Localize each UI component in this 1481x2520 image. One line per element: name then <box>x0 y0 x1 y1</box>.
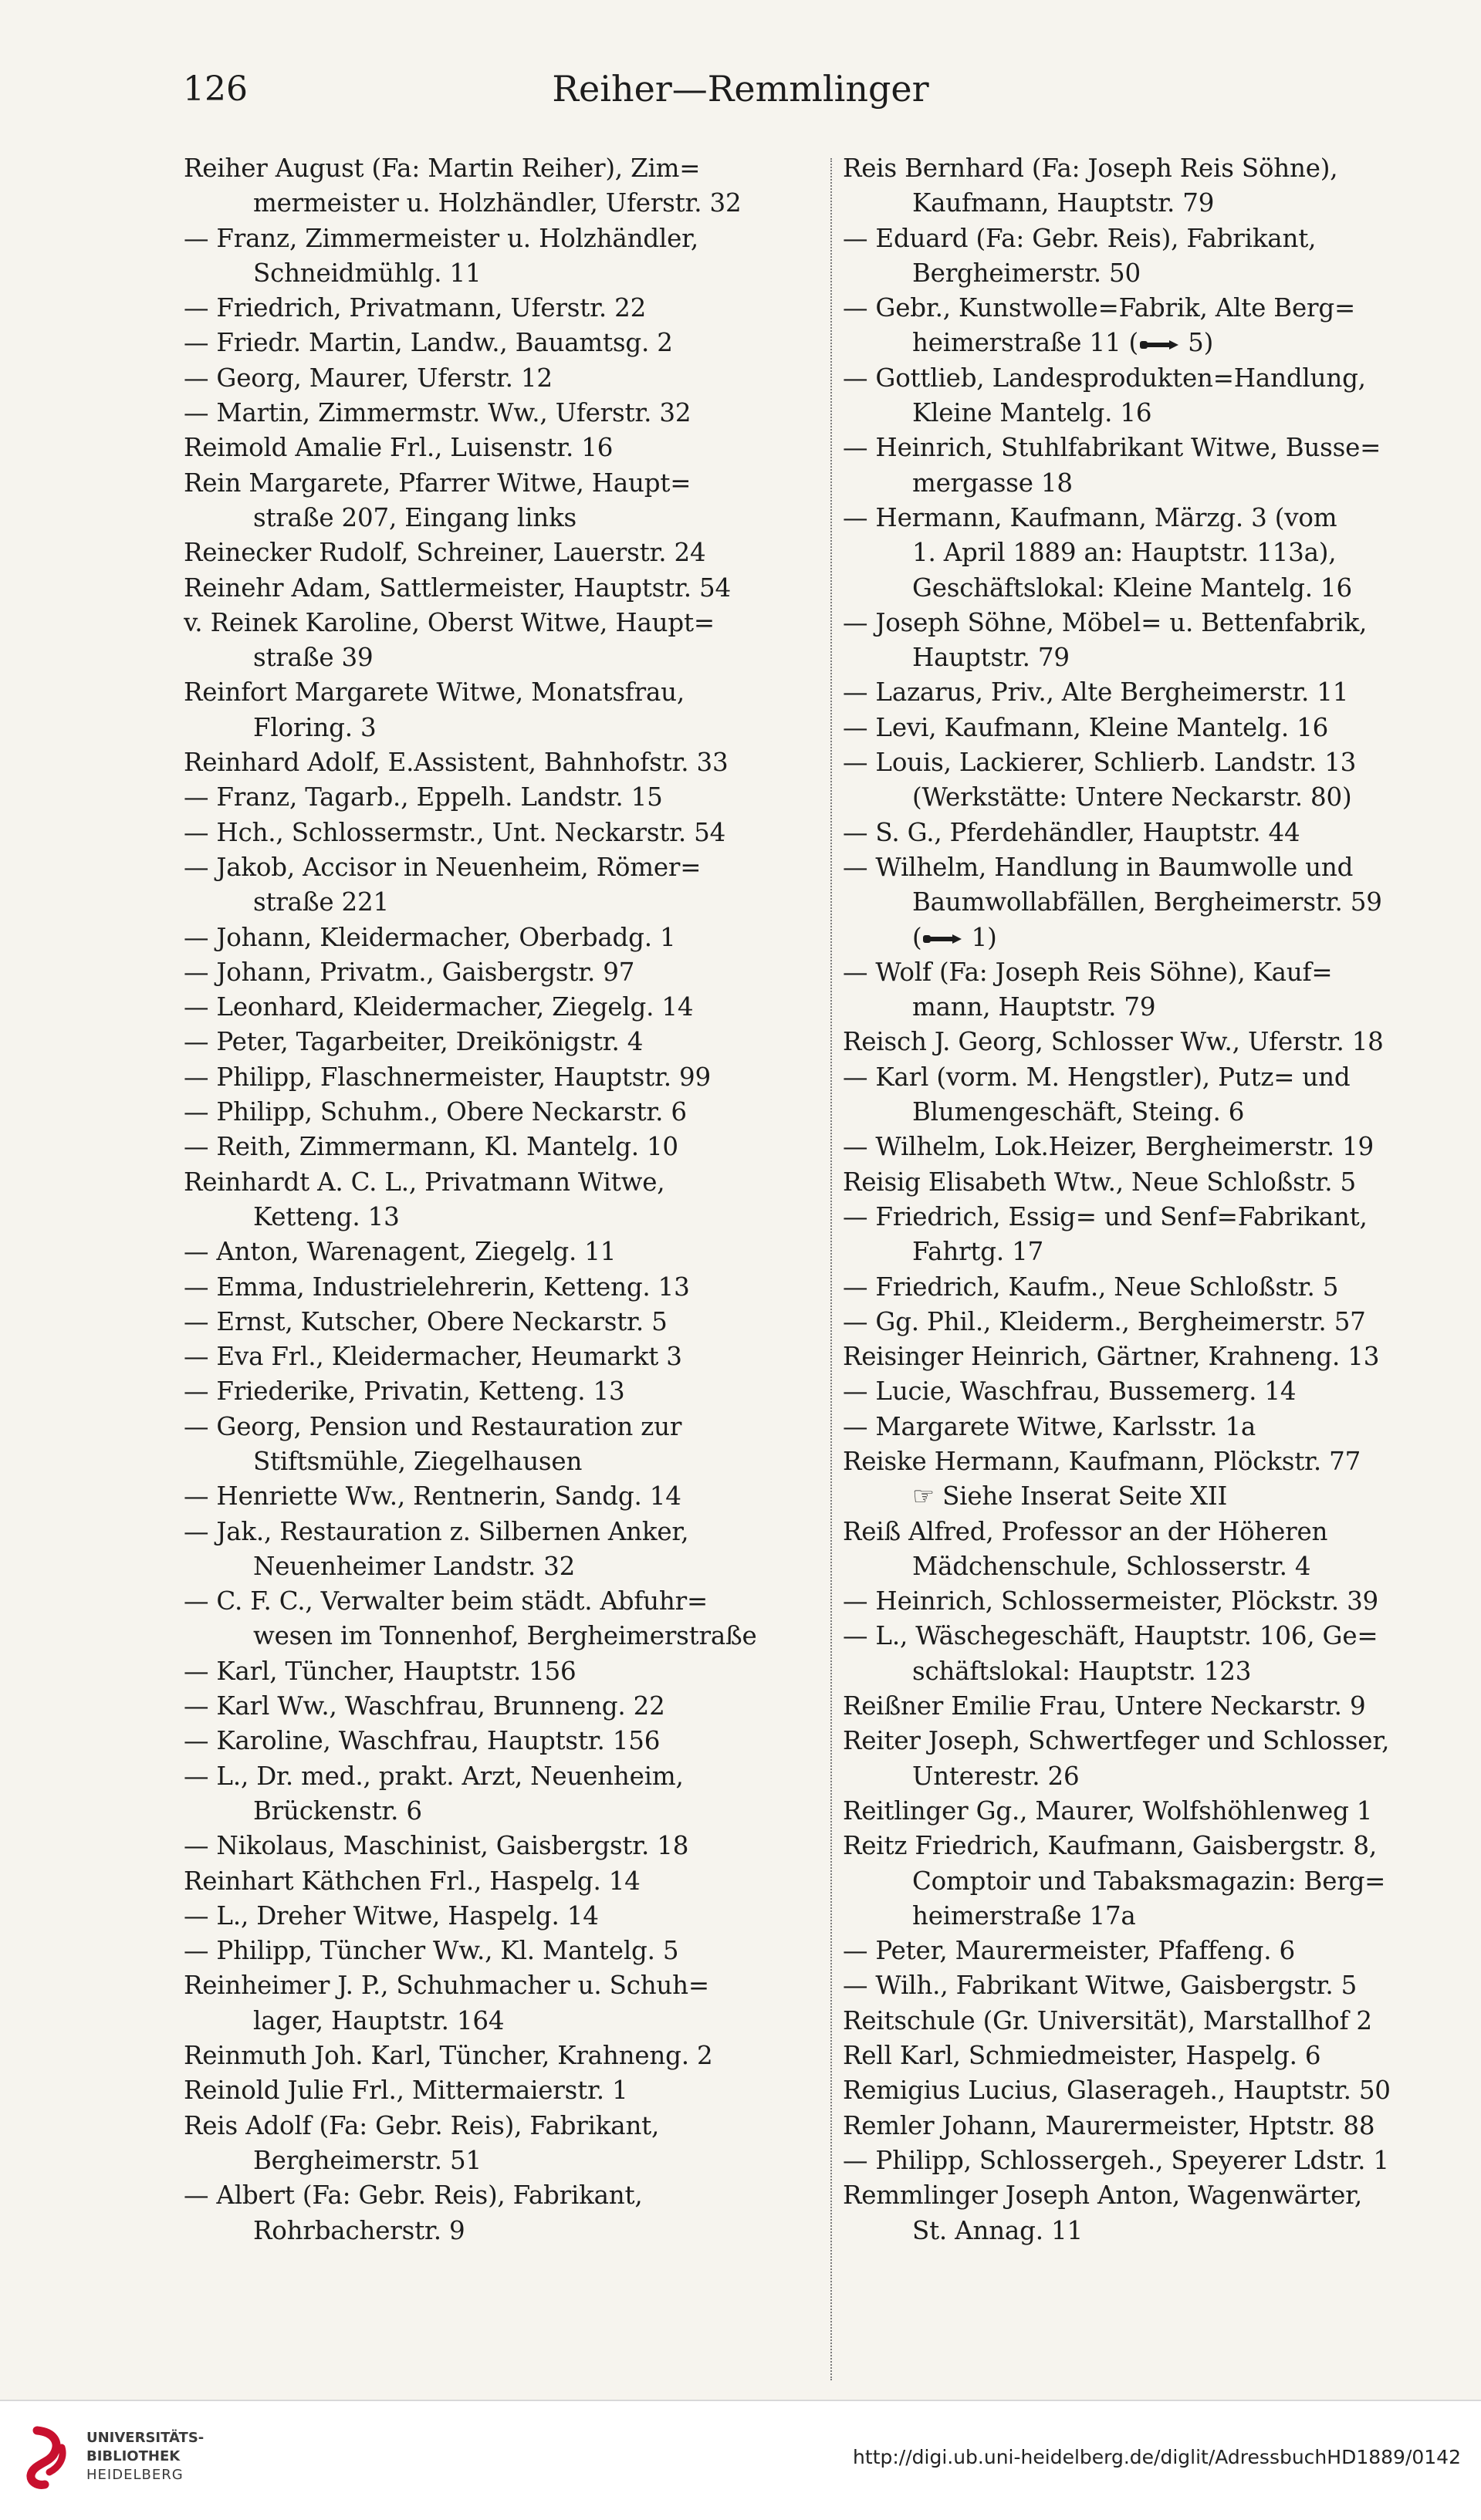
entry-line: — Karoline, Waschfrau, Hauptstr. 156 <box>184 1726 661 1756</box>
entry-line: — Wilhelm, Handlung in Baumwolle und <box>843 852 1354 882</box>
entry-continuation-line: straße 221 <box>253 887 389 917</box>
entry-line: Reiß Alfred, Professor an der Höheren <box>843 1516 1328 1546</box>
entry-continuation-line: lager, Hauptstr. 164 <box>253 2005 505 2035</box>
entry-line: — Leonhard, Kleidermacher, Ziegelg. 14 <box>184 992 694 1022</box>
entry-continuation-line: Brückenstr. 6 <box>253 1795 422 1826</box>
directory-entry <box>843 1165 1420 1200</box>
entry-line: — Friedrich, Essig= und Senf=Fabrikant, <box>843 1201 1368 1231</box>
directory-entry <box>184 571 823 606</box>
entry-continuation-line: Hauptstr. 79 <box>912 643 1070 673</box>
directory-entry <box>843 1200 1420 1270</box>
directory-entry <box>184 1724 823 1758</box>
directory-entry <box>184 816 823 850</box>
directory-entry <box>184 850 823 921</box>
entry-line: — Karl Ww., Waschfrau, Brunneng. 22 <box>184 1691 665 1721</box>
entry-line: Reinhard Adolf, E.Assistent, Bahnhofstr. 33 <box>184 748 729 778</box>
entry-continuation-line: Stiftsmühle, Ziegelhausen <box>253 1446 583 1476</box>
entry-continuation-line: Fahrtg. 17 <box>912 1237 1044 1267</box>
directory-entry <box>184 396 823 431</box>
entry-line: Reis Bernhard (Fa: Joseph Reis Söhne), <box>843 154 1338 183</box>
entry-line: — Georg, Maurer, Uferstr. 12 <box>184 363 553 393</box>
entry-line: — Wolf (Fa: Joseph Reis Söhne), Kauf= <box>843 957 1333 987</box>
entry-line: — Lazarus, Priv., Alte Bergheimerstr. 11 <box>843 677 1349 708</box>
directory-entry <box>843 1444 1420 1515</box>
entry-line: — L., Dr. med., prakt. Arzt, Neuenheim, <box>184 1761 684 1791</box>
entry-line: Reisch J. Georg, Schlosser Ww., Uferstr. 18 <box>843 1027 1384 1057</box>
entry-line: Reinhart Käthchen Frl., Haspelg. 14 <box>184 1866 641 1896</box>
directory-entry <box>843 291 1420 361</box>
entry-line: Reis Adolf (Fa: Gebr. Reis), Fabrikant, <box>184 2110 660 2140</box>
directory-entry <box>184 361 823 396</box>
entry-line: — Heinrich, Stuhlfabrikant Witwe, Busse= <box>843 433 1381 463</box>
entry-line: — Franz, Tagarb., Eppelh. Landstr. 15 <box>184 782 663 812</box>
directory-entry <box>843 1619 1420 1689</box>
entry-line: — Eduard (Fa: Gebr. Reis), Fabrikant, <box>843 223 1317 253</box>
entry-continuation-line: ☞ Siehe Inserat Seite XII <box>912 1481 1228 1512</box>
entry-continuation-line: 1. April 1889 an: Hauptstr. 113a), <box>912 538 1337 568</box>
directory-entry <box>843 1270 1420 1305</box>
entry-line: Remler Johann, Maurermeister, Hptstr. 88 <box>843 2110 1375 2140</box>
entry-continuation-line: Neuenheimer Landstr. 32 <box>253 1551 576 1581</box>
entry-line: — Margarete Witwe, Karlsstr. 1a <box>843 1411 1256 1441</box>
entry-line: — Martin, Zimmermstr. Ww., Uferstr. 32 <box>184 398 691 428</box>
directory-entry <box>184 921 823 955</box>
directory-entry <box>843 2178 1420 2248</box>
directory-entry <box>184 535 823 570</box>
directory-entry <box>184 151 823 221</box>
directory-entry <box>184 745 823 780</box>
entry-line: Reisinger Heinrich, Gärtner, Krahneng. 13 <box>843 1342 1380 1372</box>
entry-continuation-line: heimerstraße 11 ( 5) <box>912 328 1214 358</box>
entry-line: — Jakob, Accisor in Neuenheim, Römer= <box>184 852 702 882</box>
directory-entry <box>843 850 1420 955</box>
directory-entry <box>843 1934 1420 1968</box>
directory-entry <box>184 291 823 326</box>
directory-entry <box>184 466 823 536</box>
page-title: Reiher—Remmlinger <box>552 68 929 110</box>
entry-continuation-line: straße 207, Eingang links <box>253 502 577 532</box>
entry-line: — Eva Frl., Kleidermacher, Heumarkt 3 <box>184 1342 682 1372</box>
directory-entry <box>843 361 1420 431</box>
entry-continuation-line: Baumwollabfällen, Bergheimerstr. 59 <box>912 887 1382 917</box>
telephone-icon <box>921 931 963 948</box>
entry-line: — Karl, Tüncher, Hauptstr. 156 <box>184 1656 577 1686</box>
left-column <box>184 151 823 2248</box>
entry-line: — L., Dreher Witwe, Haspelg. 14 <box>184 1900 599 1931</box>
entry-continuation-line: Geschäftslokal: Kleine Mantelg. 16 <box>912 573 1352 603</box>
directory-entry <box>843 1410 1420 1444</box>
directory-entry <box>184 2178 823 2248</box>
entry-line: — Gebr., Kunstwolle=Fabrik, Alte Berg= <box>843 293 1355 323</box>
entry-line: — Peter, Tagarbeiter, Dreikönigstr. 4 <box>184 1027 644 1057</box>
page-number: 126 <box>183 69 248 109</box>
directory-entry <box>843 2004 1420 2039</box>
directory-entry <box>843 221 1420 292</box>
entry-line: Rein Margarete, Pfarrer Witwe, Haupt= <box>184 468 691 498</box>
directory-entry <box>843 816 1420 850</box>
entry-line: Reisig Elisabeth Wtw., Neue Schloßstr. 5 <box>843 1167 1356 1197</box>
entry-line: Remigius Lucius, Glaserageh., Hauptstr. 50 <box>843 2076 1391 2106</box>
directory-entry <box>843 1374 1420 1409</box>
entry-line: — Friedr. Martin, Landw., Bauamtsg. 2 <box>184 328 673 358</box>
directory-entry <box>184 1130 823 1164</box>
directory-entry <box>184 1235 823 1269</box>
directory-entry <box>184 1479 823 1514</box>
entry-continuation-line: Ketteng. 13 <box>253 1201 400 1231</box>
directory-entry <box>184 1759 823 1829</box>
entry-continuation-line: Mädchenschule, Schlosserstr. 4 <box>912 1551 1311 1581</box>
directory-entry <box>184 955 823 990</box>
entry-line: Reinecker Rudolf, Schreiner, Lauerstr. 24 <box>184 538 706 568</box>
entry-continuation-line: St. Annag. 11 <box>912 2215 1083 2245</box>
directory-entry <box>843 1515 1420 1585</box>
directory-entry <box>843 1025 1420 1059</box>
directory-entry <box>843 501 1420 606</box>
directory-entry <box>843 2073 1420 2108</box>
library-name <box>86 2429 204 2485</box>
directory-entry <box>184 1829 823 1863</box>
entry-line: — Friedrich, Kaufm., Neue Schloßstr. 5 <box>843 1272 1339 1302</box>
directory-entry <box>184 1374 823 1409</box>
entry-line: — Gottlieb, Landesprodukten=Handlung, <box>843 363 1366 393</box>
directory-entry <box>184 1515 823 1585</box>
entry-line: — Philipp, Tüncher Ww., Kl. Mantelg. 5 <box>184 1936 679 1966</box>
entry-line: Reitlinger Gg., Maurer, Wolfshöhlenweg 1 <box>843 1795 1373 1826</box>
entry-line: — Philipp, Schlossergeh., Speyerer Ldstr. 1 <box>843 2145 1389 2175</box>
directory-entry <box>843 745 1420 816</box>
directory-entry <box>843 955 1420 1025</box>
directory-entry <box>184 1864 823 1899</box>
directory-entry <box>843 1339 1420 1374</box>
entry-line: Reitz Friedrich, Kaufmann, Gaisbergstr. 8, <box>843 1831 1377 1861</box>
directory-entry <box>843 606 1420 676</box>
entry-line: Rell Karl, Schmiedmeister, Haspelg. 6 <box>843 2041 1321 2071</box>
entry-continuation-line: Blumengeschäft, Steing. 6 <box>912 1097 1245 1127</box>
entry-continuation-line: Comptoir und Tabaksmagazin: Berg= <box>912 1866 1386 1896</box>
directory-entry <box>184 1689 823 1724</box>
entry-line: — Jak., Restauration z. Silbernen Anker, <box>184 1516 689 1546</box>
entry-line: — Friedrich, Privatmann, Uferstr. 22 <box>184 293 647 323</box>
entry-line: — Hermann, Kaufmann, Märzg. 3 (vom <box>843 502 1337 532</box>
entry-line: — Friederike, Privatin, Ketteng. 13 <box>184 1377 625 1407</box>
entry-continuation-line: Floring. 3 <box>253 712 377 742</box>
entry-line: — Johann, Kleidermacher, Oberbadg. 1 <box>184 922 676 952</box>
entry-line: Remmlinger Joseph Anton, Wagenwärter, <box>843 2181 1363 2211</box>
library-line-2: BIBLIOTHEK <box>86 2448 181 2464</box>
library-logo-icon <box>14 2424 80 2491</box>
directory-entry <box>843 151 1420 221</box>
entry-continuation-line: wesen im Tonnenhof, Bergheimerstraße <box>253 1621 757 1651</box>
directory-entry <box>184 990 823 1025</box>
entry-line: Reimold Amalie Frl., Luisenstr. 16 <box>184 433 614 463</box>
entry-line: Reißner Emilie Frau, Untere Neckarstr. 9 <box>843 1691 1366 1721</box>
directory-entry <box>184 1410 823 1480</box>
directory-entry <box>184 606 823 676</box>
right-column <box>843 151 1420 2248</box>
directory-entry <box>843 675 1420 710</box>
entry-line: — Nikolaus, Maschinist, Gaisbergstr. 18 <box>184 1831 689 1861</box>
entry-line: — Karl (vorm. M. Hengstler), Putz= und <box>843 1062 1351 1092</box>
directory-entry <box>843 1060 1420 1130</box>
directory-entry <box>184 326 823 360</box>
entry-continuation-line: Bergheimerstr. 51 <box>253 2145 482 2175</box>
column-divider <box>830 158 832 2380</box>
entry-continuation-line: Bergheimerstr. 50 <box>912 258 1141 288</box>
entry-line: Reinhardt A. C. L., Privatmann Witwe, <box>184 1167 665 1197</box>
entry-line: — Wilhelm, Lok.Heizer, Bergheimerstr. 19 <box>843 1132 1374 1162</box>
entry-continuation-line: mergasse 18 <box>912 468 1073 498</box>
entry-line: — Wilh., Fabrikant Witwe, Gaisbergstr. 5 <box>843 1971 1358 2001</box>
library-line-3: HEIDELBERG <box>86 2467 184 2483</box>
entry-line: — Georg, Pension und Restauration zur <box>184 1411 682 1441</box>
directory-entry <box>184 675 823 745</box>
entry-line: — Emma, Industrielehrerin, Ketteng. 13 <box>184 1272 690 1302</box>
entry-line: — Franz, Zimmermeister u. Holzhändler, <box>184 223 699 253</box>
directory-entry <box>184 1060 823 1095</box>
entry-line: Reiher August (Fa: Martin Reiher), Zim= <box>184 154 701 183</box>
directory-entry <box>184 1968 823 2039</box>
directory-entry <box>184 1934 823 1968</box>
telephone-icon <box>1138 336 1180 353</box>
entry-line: Reinehr Adam, Sattlermeister, Hauptstr. 54 <box>184 573 731 603</box>
entry-line: — C. F. C., Verwalter beim städt. Abfuhr= <box>184 1586 708 1616</box>
entry-line: Reinfort Margarete Witwe, Monatsfrau, <box>184 677 685 708</box>
directory-entry <box>843 1130 1420 1164</box>
entry-line: — Heinrich, Schlossermeister, Plöckstr. 39 <box>843 1586 1379 1616</box>
entry-line: — L., Wäschegeschäft, Hauptstr. 106, Ge= <box>843 1621 1378 1651</box>
directory-entry <box>184 2039 823 2073</box>
entry-continuation-line: heimerstraße 17a <box>912 1900 1136 1931</box>
entry-line: — Anton, Warenagent, Ziegelg. 11 <box>184 1237 617 1267</box>
entry-continuation-line: straße 39 <box>253 643 374 673</box>
directory-entry <box>843 1689 1420 1724</box>
entry-line: — Johann, Privatm., Gaisbergstr. 97 <box>184 957 635 987</box>
entry-continuation-line: Kaufmann, Hauptstr. 79 <box>912 188 1215 218</box>
directory-entry <box>843 2039 1420 2073</box>
directory-entry <box>843 1794 1420 1829</box>
entry-continuation-line: Unterestr. 26 <box>912 1761 1080 1791</box>
entry-line: Reinmuth Joh. Karl, Tüncher, Krahneng. 2 <box>184 2041 713 2071</box>
entry-line: — Albert (Fa: Gebr. Reis), Fabrikant, <box>184 2181 643 2211</box>
entry-line: — Reith, Zimmermann, Kl. Mantelg. 10 <box>184 1132 678 1162</box>
directory-entry <box>184 2073 823 2108</box>
entry-line: — Philipp, Schuhm., Obere Neckarstr. 6 <box>184 1097 687 1127</box>
entry-line: Reiter Joseph, Schwertfeger und Schlosser, <box>843 1726 1390 1756</box>
entry-line: — Gg. Phil., Kleiderm., Bergheimerstr. 57 <box>843 1306 1366 1336</box>
directory-entry <box>843 1724 1420 1794</box>
directory-entry <box>184 1095 823 1130</box>
directory-entry <box>184 2109 823 2179</box>
entry-line: — Henriette Ww., Rentnerin, Sandg. 14 <box>184 1481 681 1512</box>
entry-continuation-line: (Werkstätte: Untere Neckarstr. 80) <box>912 782 1352 812</box>
directory-entry <box>843 711 1420 745</box>
entry-line: — Peter, Maurermeister, Pfaffeng. 6 <box>843 1936 1295 1966</box>
directory-entry <box>184 1584 823 1654</box>
entry-line: — Joseph Söhne, Möbel= u. Bettenfabrik, <box>843 607 1368 637</box>
directory-entry <box>184 1339 823 1374</box>
entry-continuation-line: mermeister u. Holzhändler, Uferstr. 32 <box>253 188 742 218</box>
directory-entry <box>184 1899 823 1934</box>
entry-line: — S. G., Pferdehändler, Hauptstr. 44 <box>843 817 1300 847</box>
entry-line: v. Reinek Karoline, Oberst Witwe, Haupt= <box>184 607 715 637</box>
directory-entry <box>184 1305 823 1339</box>
entry-line: — Hch., Schlossermstr., Unt. Neckarstr. 54 <box>184 817 726 847</box>
directory-entry <box>843 2143 1420 2178</box>
entry-line: — Levi, Kaufmann, Kleine Mantelg. 16 <box>843 712 1329 742</box>
entry-continuation-line: Kleine Mantelg. 16 <box>912 398 1152 428</box>
directory-entry <box>843 1829 1420 1934</box>
entry-continuation-line: ( 1) <box>912 922 997 952</box>
library-line-1: UNIVERSITÄTS- <box>86 2430 205 2446</box>
directory-entry <box>843 1305 1420 1339</box>
entry-line: — Philipp, Flaschnermeister, Hauptstr. 99 <box>184 1062 711 1092</box>
entry-line: Reitschule (Gr. Universität), Marstallhof 2 <box>843 2005 1372 2035</box>
directory-entry <box>184 1165 823 1235</box>
directory-entry <box>843 1584 1420 1619</box>
directory-entry <box>184 1025 823 1059</box>
entry-continuation-line: mann, Hauptstr. 79 <box>912 992 1156 1022</box>
entry-continuation-line: Rohrbacherstr. 9 <box>253 2215 465 2245</box>
entry-line: — Lucie, Waschfrau, Bussemerg. 14 <box>843 1377 1297 1407</box>
source-url[interactable]: http://digi.ub.uni-heidelberg.de/diglit/AdressbuchHD1889/0142 <box>853 2446 1461 2468</box>
entry-continuation-line: Schneidmühlg. 11 <box>253 258 482 288</box>
entry-line: Reinold Julie Frl., Mittermaierstr. 1 <box>184 2076 628 2106</box>
directory-entry <box>843 431 1420 501</box>
entry-line: Reinheimer J. P., Schuhmacher u. Schuh= <box>184 1971 709 2001</box>
directory-entry <box>184 221 823 292</box>
entry-line: Reiske Hermann, Kaufmann, Plöckstr. 77 <box>843 1446 1361 1476</box>
entry-line: — Louis, Lackierer, Schlierb. Landstr. 13 <box>843 748 1357 778</box>
entry-continuation-line: schäftslokal: Hauptstr. 123 <box>912 1656 1252 1686</box>
directory-entry <box>184 780 823 815</box>
entry-line: — Ernst, Kutscher, Obere Neckarstr. 5 <box>184 1306 668 1336</box>
directory-entry <box>184 1654 823 1689</box>
directory-entry <box>184 431 823 465</box>
directory-entry <box>843 1968 1420 2003</box>
directory-entry <box>184 1270 823 1305</box>
directory-entry <box>843 2109 1420 2143</box>
